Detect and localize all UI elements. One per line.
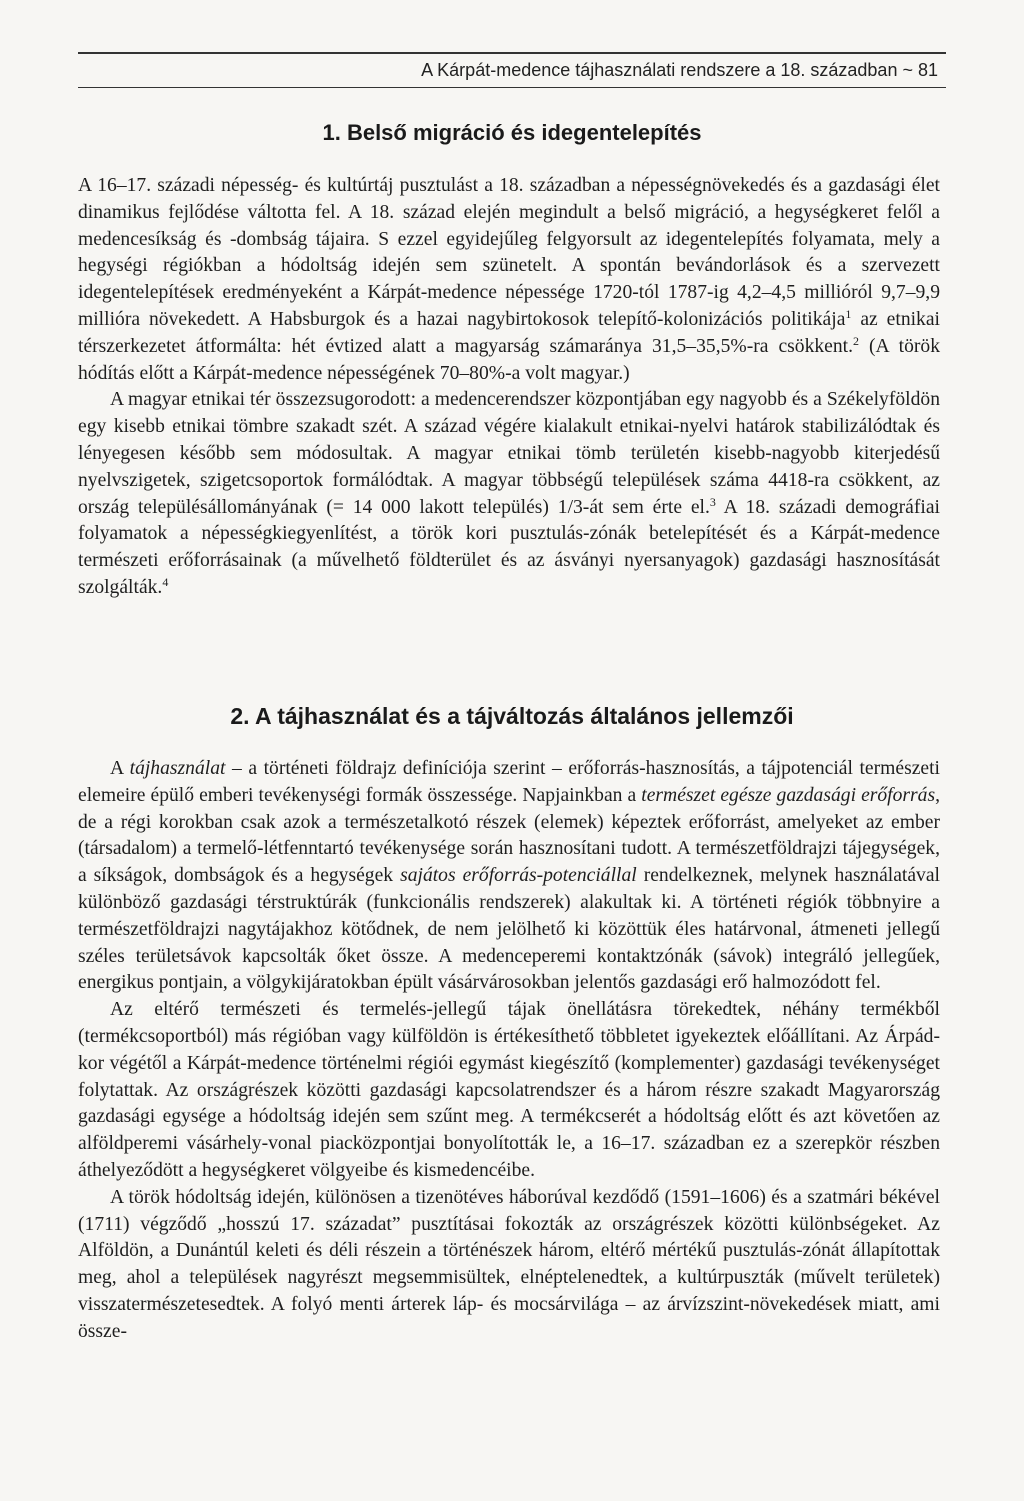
footnote-marker: 1 (845, 306, 852, 321)
text-run: , de a régi korokban csak azok a természetalkotó részek (elemek) képeztek erőforrást, amelyeket az ember (társadalom) a termelő-létfenntartó tevékenysége során hasznosítani tudott. A természetföldrajzi tájegységek, a síkságok, dombságok és a hegységek (78, 784, 941, 887)
section-1-heading: 1. Belső migráció és idegentelepítés (322, 120, 702, 145)
text-run: az etnikai térszerkezetet átformálta: hét évtized alatt a magyarság számaránya 31,5–35,5%-ra csökkent. (78, 308, 940, 357)
text-run: A török hódoltság idején, különösen a tizenötéves háborúval kezdődő (1591–1606) és a szatmári békével (1711) végződő „hosszú 17. századat” pusztításai fokozták az országrészek közötti különbségeket. Az Alföldön, a Dunántúl keleti és déli részein a történészek három, eltérő mértékű pusztulás-zónát állapítottak meg, ahol a települések nagyrészt megsemmisültek, elnéptelenedtek, a kultúrpuszták (művelt területek) visszatermészetesedtek. A folyó menti árterek láp- és mocsárvilága – az árvízszint-növekedések miatt, ami össze- (78, 1186, 940, 1342)
emphasis-text: természet egésze gazdasági erőforrás (641, 784, 936, 806)
footnote-marker: 3 (709, 494, 716, 509)
emphasis-text: sajátos erőforrás-potenciállal (400, 865, 637, 887)
section-2-heading: 2. A tájhasználat és a tájváltozás általános jellemzői (230, 703, 794, 729)
running-header (78, 52, 946, 88)
text-run: (A török hódítás előtt a Kárpát-medence népességének 70–80%-a volt magyar.) (78, 335, 940, 384)
paragraph (78, 1185, 940, 1346)
text-run: A 16–17. századi népesség- és kultúrtáj pusztulást a 18. században a népességnövekedés és a gazdasági élet dinamikus fejlődése váltotta fel. A 18. század elején megindult a belső migráció, a hegységkeret felől a medencesíkság és -dombság tájaira. S ezzel egyidejűleg felgyorsult az idegentelepítés folyamata, mely a hegységi régiókban a hódoltság idején sem szünetelt. A spontán bevándorlások és a szervezett idegentelepítések eredményeként a Kárpát-medence népessége 1720-tól 1787-ig 4,2–4,5 millióról 9,7–9,9 millióra növekedett. A Habsburgok és a hazai nagybirtokosok telepítő-kolonizációs politikája (78, 175, 940, 330)
footnote-marker: 4 (162, 574, 169, 589)
text-run: – a történeti földrajz definíciója szerint – erőforrás-hasznosítás, a tájpotenciál természeti elemeire épülő emberi tevékenységi formák összessége. Napjainkban a (78, 758, 940, 806)
text-run: Az eltérő természeti és termelés-jellegű tájak önellátásra törekedtek, néhány termékből (termékcsoportból) más régióban vagy külföldön is értékesíthető többletet igyekeztek előállítani. Az Árpád-kor végétől a Kárpát-medence történelmi régiói egymást kiegészítő (komplementer) gazdasági tevékenységet folytattak. Az országrészek közötti gazdasági kapcsolatrendszer és a három részre szakadt Magyarország gazdasági egysége a hódoltság idején sem szűnt meg. A termékcserét a hódoltság előtt és azt követően az alföldperemi vásárhely-vonal piacközpontjai bonyolították le, a 16–17. században ez a szerepkör részben áthelyeződött a hegységkeret völgyeibe és kismedencéibe. (78, 999, 940, 1181)
paragraph (78, 173, 940, 387)
paragraph (78, 387, 940, 601)
paragraph (78, 997, 940, 1185)
text-run: rendelkeznek, melynek használatával különböző gazdasági térstruktúrák (funkcionális rendszerek) alakultak ki. A történeti régiók többnyire a természetföldrajzi nagytájakhoz kötődnek, de nem jelölhető ki közöttük éles határvonal, átmeneti jellegű széles területsávok kapcsolták őket össze. A medenceperemi kontaktzónák (sávok) integráló jellegűek, energikus pontjain, a völgykijáratokban épült vásárvárosokban jelentős gazdasági erő halmozódott fel. (78, 865, 940, 994)
section-1-body (78, 173, 940, 602)
footnote-marker: 2 (853, 333, 860, 348)
running-header-title: A Kárpát-medence tájhasználati rendszere a 18. században ~ 81 (421, 60, 938, 80)
section-2-body (78, 756, 940, 1346)
paragraph (78, 756, 940, 997)
text-run: A 18. századi demográfiai folyamatok a népességkiegyenlítést, a török kori pusztulás-zónák betelepítését és a Kárpát-medence természeti erőforrásainak (a művelhető földterület és az ásványi nyersanyagok) gazdasági hasznosítását szolgálták. (78, 496, 940, 598)
emphasis-text: tájhasználat (129, 758, 226, 779)
text-run: A (110, 758, 130, 779)
text-run: A magyar etnikai tér összezsugorodott: a medencerendszer központjában egy nagyobb és a Székelyföldön egy kisebb etnikai tömbre szakadt szét. A század végére kialakult etnikai-nyelvi határok stabilizálódtak és lényegesen később sem módosultak. A magyar etnikai tömb területén kisebb-nagyobb kiterjedésű nyelvszigetek, szigetcsoportok formálódtak. A magyar többségű települések száma 4418-ra csökkent, az ország településállományának (= 14 000 lakott település) 1/3-át sem érte el. (78, 389, 940, 518)
